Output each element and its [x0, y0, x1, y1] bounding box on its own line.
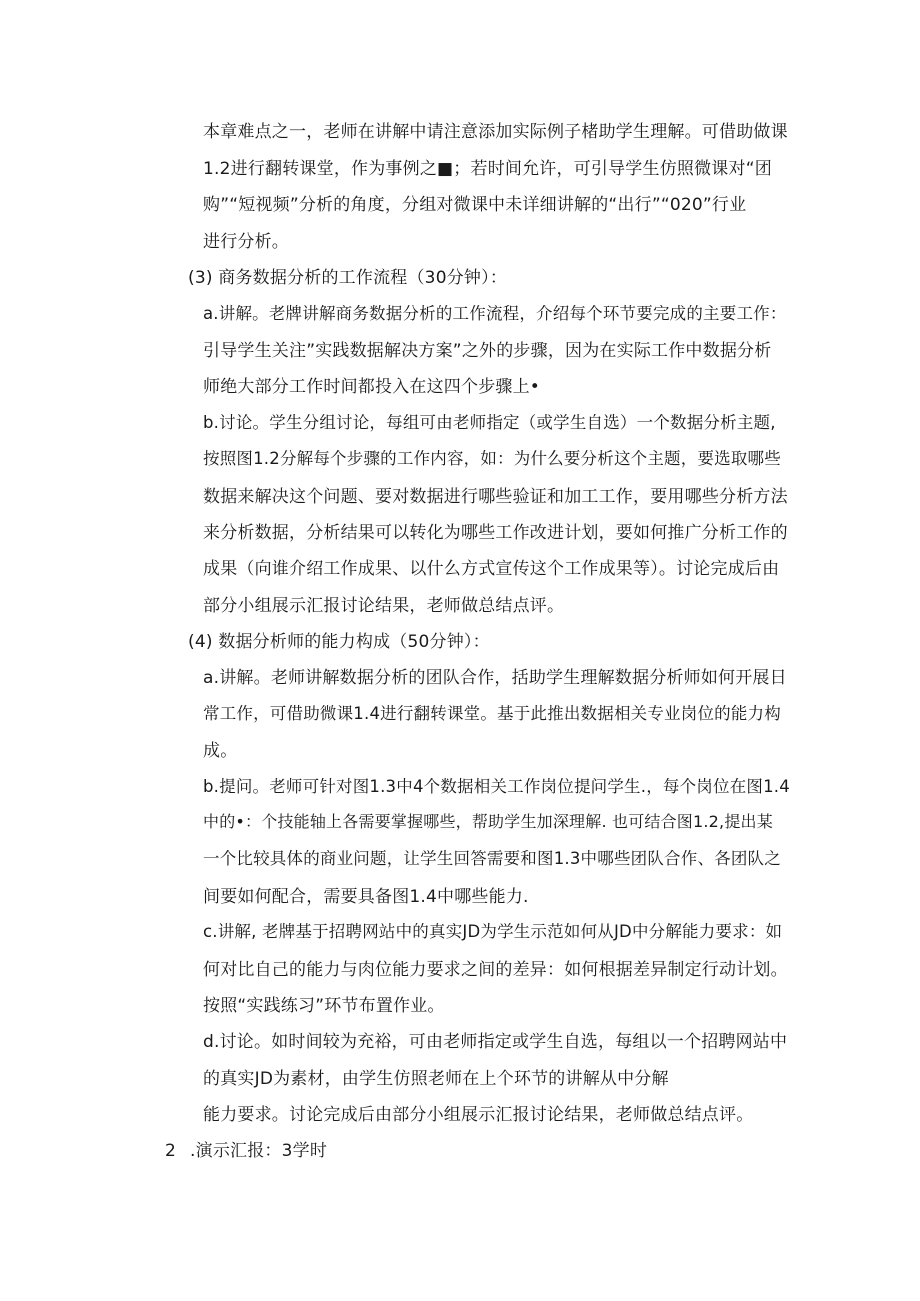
section4-d-line-1: d.讨论。如时间较为充裕，可由老师指定或学生自选，每组以一个招聘网站中	[203, 1032, 788, 1052]
section2-number: 2	[165, 1141, 177, 1161]
section4-b-line-3: 一个比较具体的商业问题，让学生回答需要和图1.3中哪些团队合作、各团队之	[203, 849, 781, 868]
section4-c-line-2: 何对比自己的能力与肉位能力要求之间的差异：如何根据差异制定行动计划。	[203, 960, 788, 980]
section3-a-line-1: a.讲解。老牌讲解商务数据分析的工作流程，介绍每个环节要完成的主要工作：	[203, 304, 787, 323]
section3-heading: (3) 商务数据分析的工作流程（30分钟）：	[188, 268, 508, 288]
intro-line-1: 本章难点之一，老师在讲解中请注意添加实际例子楮助学生理解。可借助做课	[203, 122, 788, 142]
section4-b-line-1: b.提问。老师可针对图1.3中4个数据相关工作岗位提问学生.，每个岗位在图1.4	[203, 777, 790, 796]
section3-a-line-2: 引导学生关注”实践数据解决方案”之外的步骤，因为在实际工作中数据分析	[203, 341, 772, 361]
section4-a-line-2: 常工作，可借助微课1.4进行翻转课堂。基于此推出数据相关专业岗位的能力构	[203, 704, 781, 723]
intro-line-2: 1.2进行翻转课堂，作为事例之■；若时间允许，可引导学生仿照微课对“团	[203, 159, 772, 179]
section3-b-line-4: 来分析数据，分析结果可以转化为哪些工作改进计划，要如何推广分析工作的	[203, 523, 788, 543]
section4-d-line-2: 的真实JD为素材，由学生仿照老师在上个环节的讲解从中分解	[203, 1069, 669, 1089]
section2-title: .演示汇报：3学时	[190, 1141, 328, 1161]
section4-a-line-1: a.讲解。老师讲解数据分析的团队合作，括助学生理解数据分析师如何开展日	[203, 668, 787, 688]
section3-b-line-3: 数据来解决这个问题、要对数据进行哪些验证和加工工作，要用哪些分析方法	[203, 487, 788, 507]
section3-a-line-3: 师绝大部分工作时间都投入在这四个步骤上•	[203, 377, 541, 397]
section4-c-line-3: 按照“实践练习”环节布置作业。	[203, 996, 445, 1016]
section4-b-line-4: 间要如何配合，需要具备图1.4中哪些能力.	[203, 887, 529, 907]
section2-heading	[165, 1136, 327, 1161]
section3-b-line-5: 成果（向谁介绍工作成果、以什么方式宣传这个工作成果等）。讨论完成后由	[203, 559, 780, 579]
intro-line-3: 购”“短视频”分析的角度，分组对微课中未详细讲解的“出行”“020”行业	[203, 195, 747, 215]
section4-a-line-3: 成。	[203, 741, 238, 761]
section3-b-line-6: 部分小组展示汇报讨论结果，老师做总结点评。	[203, 596, 565, 616]
section4-c-line-1: c.讲解, 老牌基于招聘网站中的真实JD为学生示范如何从JD中分解能力要求：如	[203, 922, 783, 941]
section3-b-line-2: 按照图1.2分解每个步骤的工作内容，如：为什么要分析这个主题，要选取哪些	[203, 449, 781, 468]
section3-b-line-1: b.讨论。学生分组讨论，每组可由老师指定（或学生自选）一个数据分析主题,	[203, 413, 776, 432]
section4-b-line-2: 中的•：个技能轴上各需要掌握哪些，帮助学生加深理解. 也可结合图1.2,提出某	[203, 812, 773, 831]
section4-d-line-3: 能力要求。讨论完成后由部分小组展示汇报讨论结果，老师做总结点评。	[203, 1105, 754, 1125]
intro-line-4: 进行分析。	[203, 232, 289, 252]
section4-heading: (4) 数据分析师的能力构成（50分钟）：	[188, 632, 490, 652]
